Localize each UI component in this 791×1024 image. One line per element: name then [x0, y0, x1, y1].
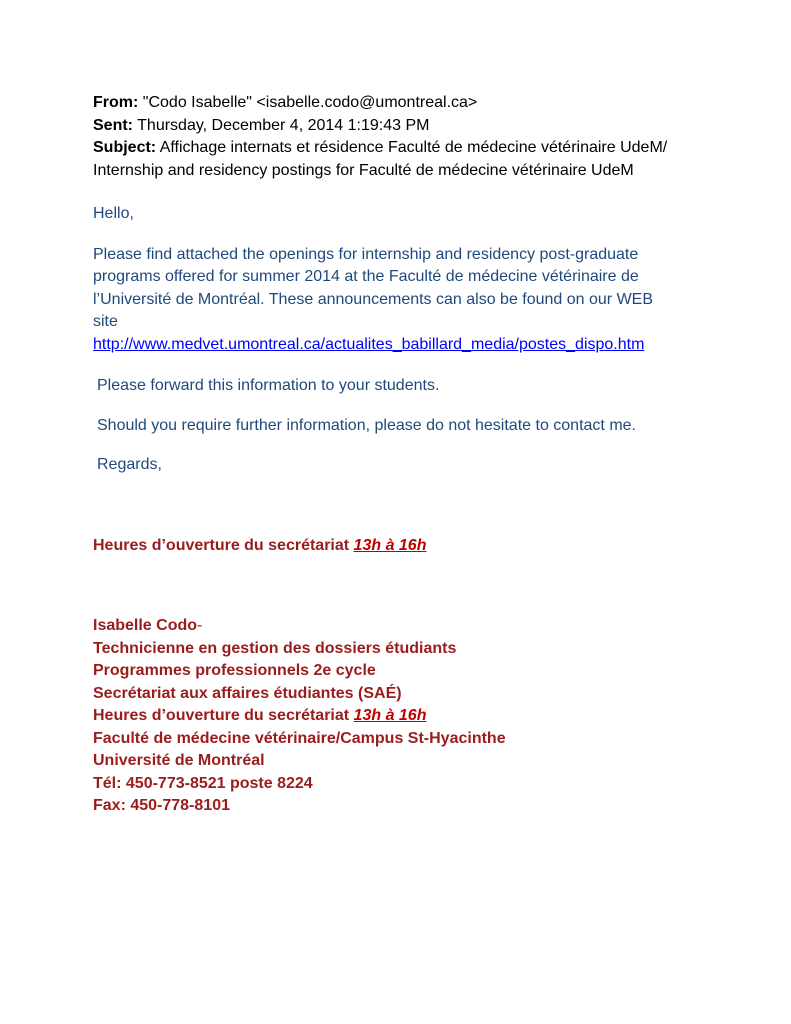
signature-program: Programmes professionnels 2e cycle [93, 662, 376, 679]
subject-label: Subject: [93, 139, 157, 156]
signature-faculty: Faculté de médecine vétérinaire/Campus St-Hyacinthe [93, 729, 506, 747]
signature-name-line [93, 615, 733, 638]
signature-name: Isabelle Codo [93, 617, 198, 634]
email-header [93, 92, 733, 182]
signature-block [93, 615, 733, 818]
announcement-line: site [93, 313, 118, 330]
announcement-line: Please find attached the openings for internship and residency post-graduate [93, 245, 639, 263]
greeting: Hello, [93, 205, 134, 222]
subject-text-line2: Internship and residency postings for Faculté de médecine vétérinaire UdeM [93, 161, 634, 179]
forward-text: Please forward this information to your students. [97, 377, 440, 394]
announcement-line: programs offered for summer 2014 at the Faculté de médecine vétérinaire de [93, 268, 639, 285]
announcement-line: l’Université de Montréal. These announcements can also be found on our WEB [93, 290, 654, 308]
from-line [93, 92, 733, 115]
signature-title: Technicienne en gestion des dossiers étudiants [93, 639, 457, 657]
signature-hours-label: Heures d’ouverture du secrétariat [93, 707, 354, 724]
from-label: From: [93, 94, 139, 111]
from-value: "Codo Isabelle" <isabelle.codo@umontreal.ca> [142, 94, 478, 111]
sent-value: Thursday, December 4, 2014 1:19:43 PM [137, 116, 430, 134]
office-hours-line [93, 535, 733, 558]
email-document [93, 92, 733, 818]
signature-hours-line [93, 705, 733, 728]
further-info-text: Should you require further information, please do not hesitate to contact me. [97, 416, 636, 434]
signature-name-suffix: - [197, 617, 203, 634]
signature-hours-value: 13h à 16h [353, 707, 427, 724]
office-hours-label: Heures d’ouverture du secrétariat [93, 536, 354, 554]
signature-phone: Tél: 450-773-8521 poste 8224 [93, 774, 313, 792]
subject-text-line1: Affichage internats et résidence Faculté de médecine vétérinaire UdeM/ [159, 139, 668, 156]
signature-university: Université de Montréal [93, 752, 265, 769]
subject-line [93, 137, 733, 160]
office-hours-value: 13h à 16h [353, 536, 427, 554]
sent-line [93, 115, 733, 138]
signature-fax: Fax: 450-778-8101 [93, 797, 230, 814]
subject-line-continued [93, 160, 733, 183]
announcement-paragraph [93, 244, 733, 357]
signature-office: Secrétariat aux affaires étudiantes (SAÉ) [93, 684, 402, 702]
regards-text: Regards, [97, 456, 162, 473]
sent-label: Sent: [93, 116, 133, 134]
postings-link[interactable]: http://www.medvet.umontreal.ca/actualites_babillard_media/postes_dispo.htm [93, 335, 645, 353]
